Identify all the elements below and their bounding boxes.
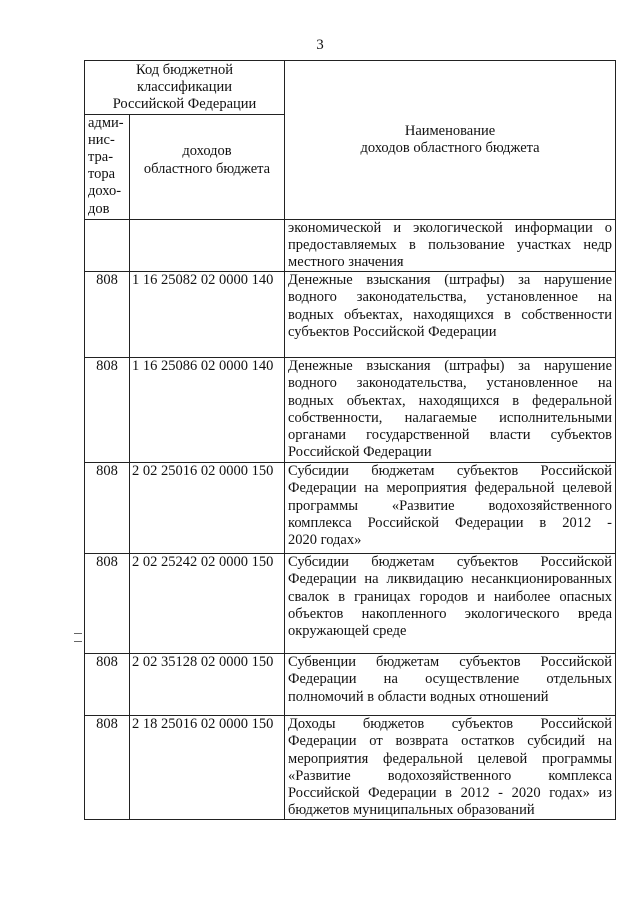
table-header-row [85, 61, 616, 115]
revenue-name-line: субъектов Российской Федерации [288, 323, 497, 340]
revenue-name-line: органами государственной власти субъектов [288, 427, 613, 444]
table-row [85, 219, 616, 272]
revenue-name-line: Денежные взыскания (штрафы) за нарушение [288, 358, 613, 375]
revenue-name-line: Федерации на осуществление отдельных [288, 671, 613, 688]
revenue-name-line: программы «Развитие водохозяйственного [288, 497, 613, 514]
revenue-name-line: водного законодательства, установленное на [288, 375, 613, 392]
revenue-name-cell [285, 554, 616, 654]
header-admin [85, 114, 130, 219]
header-text-line: Код бюджетной [136, 62, 234, 78]
revenue-name-line: бюджетов муниципальных образований [288, 802, 535, 819]
header-text-line: тора [88, 166, 116, 183]
revenue-name-line: окружающей среде [288, 623, 407, 640]
admin-code-cell: 808 [85, 358, 130, 463]
revenue-name-cell [285, 716, 616, 820]
income-code-cell: 1 16 25086 02 0000 140 [130, 358, 285, 463]
revenue-name-line: Федерации от возврата остатков субсидий на [288, 733, 613, 750]
income-code-cell: 2 18 25016 02 0000 150 [130, 716, 285, 820]
table-row [85, 554, 616, 654]
revenue-name-line: Субсидии бюджетам субъектов Российской [288, 554, 613, 571]
revenue-name-line: водных объектах, находящихся в федеральной [288, 392, 613, 409]
table-row [85, 716, 616, 820]
revenue-name-line: Российской Федерации [288, 444, 432, 461]
revenue-name-line: Федерации на ликвидацию несанкционированных [288, 571, 613, 588]
revenue-name-line: свалок в границах городов и наиболее опасных [288, 588, 613, 605]
revenue-name-line: Денежные взыскания (штрафы) за нарушение [288, 272, 613, 289]
header-budget-code [85, 61, 285, 115]
revenue-name-line: объектов накопленного экологического вреда [288, 605, 613, 622]
header-revenue-name [285, 61, 616, 220]
revenue-name-line: Федерации на мероприятия федеральной целевой [288, 480, 613, 497]
admin-code-cell: 808 [85, 654, 130, 716]
income-code-cell: 2 02 25242 02 0000 150 [130, 554, 285, 654]
revenue-name-cell [285, 654, 616, 716]
income-code-cell: 1 16 25082 02 0000 140 [130, 272, 285, 358]
income-code-cell: 2 02 25016 02 0000 150 [130, 463, 285, 554]
margin-mark [74, 633, 82, 634]
revenue-name-line: комплекса Российской Федерации в 2012 - [288, 514, 613, 531]
header-text-line: классификации [136, 79, 233, 96]
revenue-name-cell [285, 219, 616, 272]
header-text-line: доходов областного бюджета [360, 139, 540, 156]
table-row [85, 654, 616, 716]
table-row [85, 463, 616, 554]
revenue-name-cell [285, 463, 616, 554]
revenue-name-line: Субвенции бюджетам субъектов Российской [288, 654, 613, 671]
revenue-name-line: мероприятия федеральной целевой программы [288, 750, 613, 767]
page-number: 3 [316, 37, 324, 53]
admin-code-cell: 808 [85, 463, 130, 554]
revenue-name-line: Субсидии бюджетам субъектов Российской [288, 463, 613, 480]
revenue-name-line: собственности, налагаемые исполнительными [288, 409, 613, 426]
header-text-line: Наименование [404, 122, 496, 139]
admin-code-cell: 808 [85, 272, 130, 358]
header-text-line: Российской Федерации [112, 96, 257, 113]
budget-classification-table [84, 60, 616, 820]
revenue-name-line: водных объектах, находящихся в собственности [288, 306, 613, 323]
revenue-name-line: полномочий в области водных отношений [288, 688, 549, 705]
header-text-line: дов [88, 200, 110, 217]
header-text-line: нис- [88, 131, 115, 148]
income-code-cell [130, 219, 285, 272]
revenue-name-line: водного законодательства, установленное на [288, 289, 613, 306]
revenue-name-line: Доходы бюджетов субъектов Российской [288, 716, 613, 733]
admin-code-cell: 808 [85, 716, 130, 820]
revenue-name-line: Российской Федерации в 2012 - 2020 годах» из [288, 785, 613, 802]
table-row [85, 272, 616, 358]
header-text-line: областного бюджета [143, 160, 271, 177]
admin-code-cell [85, 219, 130, 272]
income-code-cell: 2 02 35128 02 0000 150 [130, 654, 285, 716]
revenue-name-line: местного значения [288, 254, 404, 271]
revenue-name-line: 2020 годах» [288, 532, 362, 549]
table-row [85, 358, 616, 463]
header-text-line: дохо- [88, 183, 122, 200]
revenue-name-line: экономической и экологической информации о [288, 219, 613, 236]
revenue-name-cell [285, 272, 616, 358]
revenue-name-cell [285, 358, 616, 463]
revenue-name-line: предоставляемых в пользование участках недр [288, 236, 613, 253]
header-text-line: доходов [182, 143, 232, 160]
margin-mark [74, 641, 82, 642]
admin-code-cell: 808 [85, 554, 130, 654]
revenue-name-line: «Развитие водохозяйственного комплекса [288, 767, 613, 784]
header-text-line: тра- [88, 149, 114, 166]
header-text-line: адми- [88, 114, 124, 131]
header-regional-income [130, 114, 285, 219]
table-body [85, 219, 616, 820]
